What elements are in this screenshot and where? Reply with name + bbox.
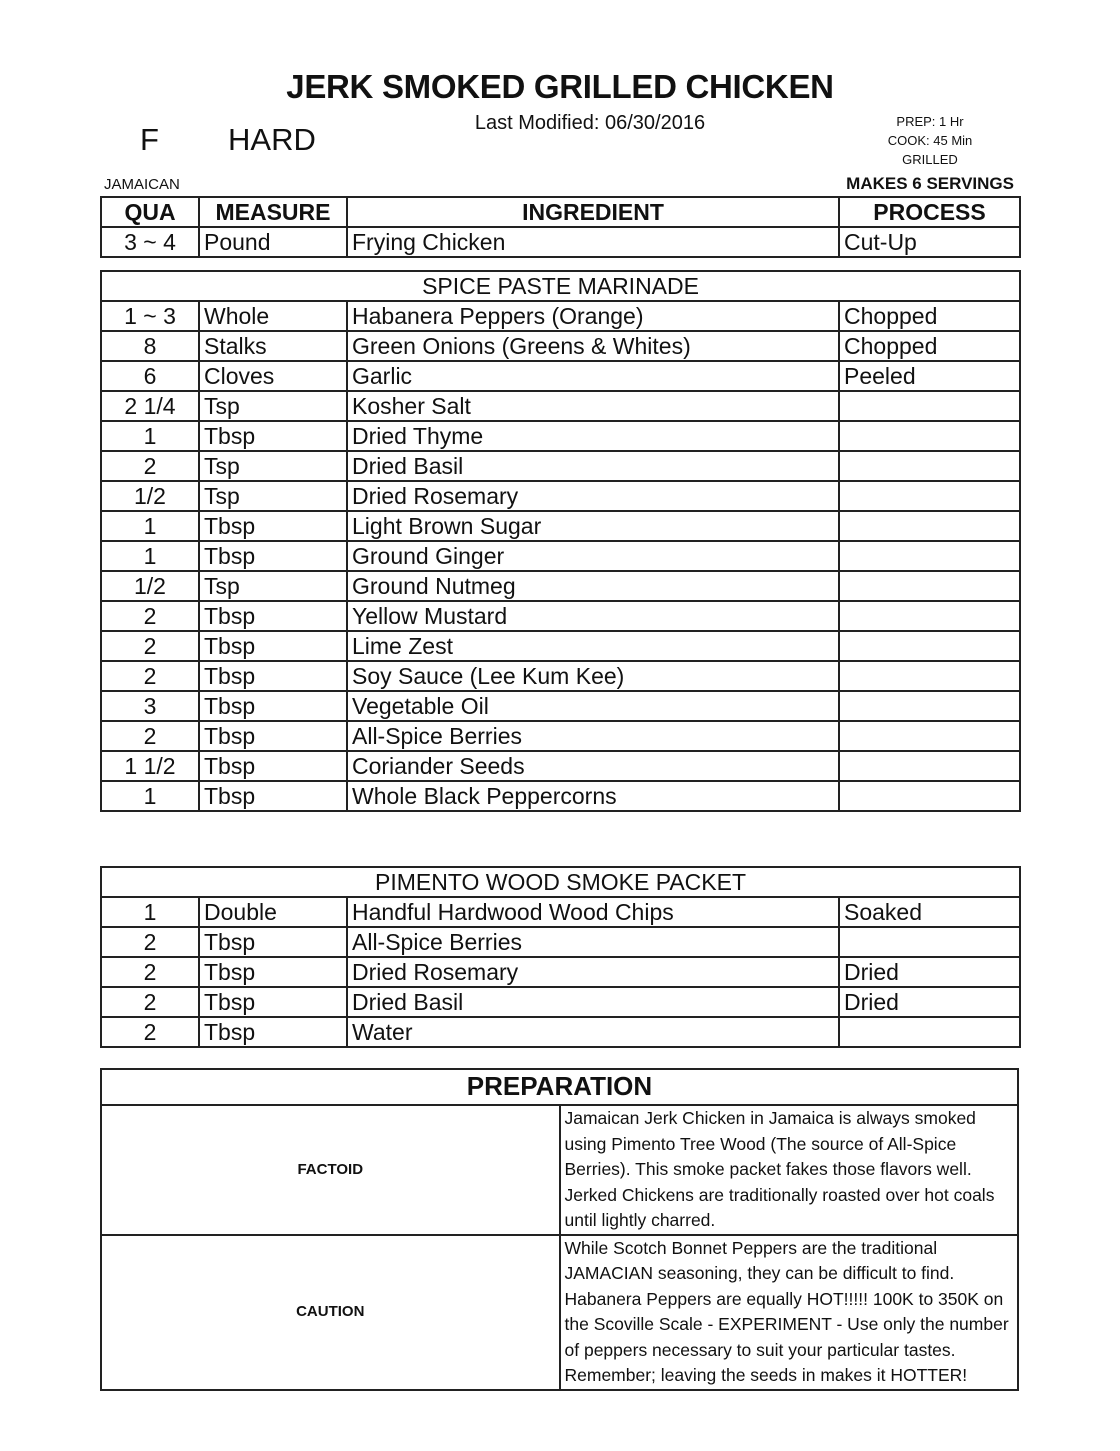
preparation-header-row (101, 1069, 1018, 1105)
process-cell: Cut-Up (839, 227, 1020, 257)
process-cell (839, 781, 1020, 811)
column-header-row (101, 197, 1020, 227)
table-row (101, 571, 1020, 601)
table-row (101, 511, 1020, 541)
measure-cell: Tbsp (199, 421, 347, 451)
qty-cell: 2 (101, 987, 199, 1017)
prep-time: PREP: 1 Hr (896, 114, 964, 129)
process-cell (839, 391, 1020, 421)
ingredient-cell: Frying Chicken (347, 227, 839, 257)
measure-cell: Tsp (199, 571, 347, 601)
ingredient-cell: All-Spice Berries (347, 927, 839, 957)
measure-cell: Tbsp (199, 751, 347, 781)
qty-cell: 1 1/2 (101, 751, 199, 781)
section-title: PIMENTO WOOD SMOKE PACKET (101, 867, 1020, 897)
qty-cell: 1 (101, 421, 199, 451)
qty-cell: 1 (101, 897, 199, 927)
qty-cell: 6 (101, 361, 199, 391)
table-row (101, 421, 1020, 451)
qty-cell: 2 (101, 601, 199, 631)
measure-cell: Tsp (199, 391, 347, 421)
note-text-caution: While Scotch Bonnet Peppers are the traditional JAMACIAN seasoning, they can be difficult to find. Habanera Peppers are equally HOT!!!!! 100K to 350K on the Scoville Scale - EXPERIMENT - Use only the number of peppers necessary to suit your particular tastes. Remember; leaving the seeds in makes it HOTTER! (560, 1235, 1019, 1390)
measure-cell: Tbsp (199, 511, 347, 541)
table-row (101, 927, 1020, 957)
ingredient-cell: Dried Rosemary (347, 481, 839, 511)
ingredient-cell: Dried Basil (347, 451, 839, 481)
ingredient-cell: Vegetable Oil (347, 691, 839, 721)
note-label-caution: CAUTION (101, 1235, 560, 1390)
qty-cell: 2 1/4 (101, 391, 199, 421)
ingredient-cell: Yellow Mustard (347, 601, 839, 631)
ingredient-cell: Whole Black Peppercorns (347, 781, 839, 811)
process-cell (839, 927, 1020, 957)
ingredient-cell: Ground Ginger (347, 541, 839, 571)
process-cell (839, 661, 1020, 691)
measure-cell: Tbsp (199, 781, 347, 811)
column-header-ingredient: INGREDIENT (347, 197, 839, 227)
last-modified: Last Modified: 06/30/2016 (474, 112, 706, 134)
qty-cell: 1/2 (101, 571, 199, 601)
ingredient-cell: Dried Thyme (347, 421, 839, 451)
preparation-title: PREPARATION (101, 1069, 1018, 1105)
ingredient-cell: Handful Hardwood Wood Chips (347, 897, 839, 927)
ingredient-cell: Kosher Salt (347, 391, 839, 421)
table-row (101, 957, 1020, 987)
qty-cell: 2 (101, 721, 199, 751)
measure-cell: Tbsp (199, 927, 347, 957)
qty-cell: 1 ~ 3 (101, 301, 199, 331)
table-row (101, 631, 1020, 661)
measure-cell: Tsp (199, 451, 347, 481)
ingredient-cell: Water (347, 1017, 839, 1047)
recipe-title: JERK SMOKED GRILLED CHICKEN (286, 68, 834, 105)
qty-cell: 1 (101, 781, 199, 811)
preparation-table (100, 1068, 1019, 1391)
ingredient-cell: All-Spice Berries (347, 721, 839, 751)
note-row-caution (101, 1235, 1018, 1390)
measure-cell: Pound (199, 227, 347, 257)
process-cell: Dried (839, 987, 1020, 1017)
note-text-factoid: Jamaican Jerk Chicken in Jamaica is always smoked using Pimento Tree Wood (The source of All-Spice Berries). This smoke packet fakes those flavors well. Jerked Chickens are traditionally roasted over hot coals until lightly charred. (560, 1105, 1019, 1235)
table-row (101, 601, 1020, 631)
section-header-row (101, 271, 1020, 301)
table-row (101, 751, 1020, 781)
table-row (101, 301, 1020, 331)
cuisine-label: JAMAICAN (104, 176, 180, 193)
timing-info (860, 112, 1000, 169)
section-title: SPICE PASTE MARINADE (101, 271, 1020, 301)
ingredient-cell: Ground Nutmeg (347, 571, 839, 601)
measure-cell: Tbsp (199, 541, 347, 571)
note-row-factoid (101, 1105, 1018, 1235)
measure-cell: Tbsp (199, 957, 347, 987)
cook-time: COOK: 45 Min (887, 133, 973, 148)
table-row (101, 227, 1020, 257)
process-cell: Soaked (839, 897, 1020, 927)
qty-cell: 1 (101, 511, 199, 541)
process-cell (839, 751, 1020, 781)
ingredient-cell: Dried Basil (347, 987, 839, 1017)
qty-cell: 2 (101, 451, 199, 481)
process-cell (839, 481, 1020, 511)
process-cell (839, 511, 1020, 541)
process-cell (839, 421, 1020, 451)
table-row (101, 541, 1020, 571)
note-label-factoid: FACTOID (101, 1105, 560, 1235)
measure-cell: Double (199, 897, 347, 927)
process-cell (839, 631, 1020, 661)
measure-cell: Stalks (199, 331, 347, 361)
measure-cell: Tbsp (199, 1017, 347, 1047)
table-row (101, 661, 1020, 691)
measure-cell: Tsp (199, 481, 347, 511)
measure-cell: Whole (199, 301, 347, 331)
process-cell (839, 721, 1020, 751)
ingredient-cell: Green Onions (Greens & Whites) (347, 331, 839, 361)
qty-cell: 3 ~ 4 (101, 227, 199, 257)
column-header-process: PROCESS (839, 197, 1020, 227)
process-cell (839, 1017, 1020, 1047)
process-cell (839, 601, 1020, 631)
process-cell (839, 571, 1020, 601)
section-header-row (101, 867, 1020, 897)
qty-cell: 2 (101, 927, 199, 957)
recipe-flag: F (140, 122, 159, 157)
column-header-qua: QUA (101, 197, 199, 227)
main-ingredient-table (100, 196, 1021, 258)
measure-cell: Tbsp (199, 631, 347, 661)
qty-cell: 1 (101, 541, 199, 571)
qty-cell: 3 (101, 691, 199, 721)
table-row (101, 897, 1020, 927)
process-cell: Peeled (839, 361, 1020, 391)
table-row (101, 987, 1020, 1017)
measure-cell: Cloves (199, 361, 347, 391)
qty-cell: 2 (101, 1017, 199, 1047)
smoke-packet-table (100, 866, 1021, 1048)
ingredient-cell: Light Brown Sugar (347, 511, 839, 541)
process-cell (839, 691, 1020, 721)
measure-cell: Tbsp (199, 691, 347, 721)
table-row (101, 451, 1020, 481)
column-header-measure: MEASURE (199, 197, 347, 227)
process-cell (839, 541, 1020, 571)
measure-cell: Tbsp (199, 661, 347, 691)
difficulty-label: HARD (228, 122, 316, 157)
qty-cell: 2 (101, 661, 199, 691)
table-row (101, 781, 1020, 811)
qty-cell: 1/2 (101, 481, 199, 511)
process-cell: Dried (839, 957, 1020, 987)
table-row (101, 481, 1020, 511)
table-row (101, 391, 1020, 421)
ingredient-cell: Coriander Seeds (347, 751, 839, 781)
qty-cell: 2 (101, 957, 199, 987)
process-cell: Chopped (839, 331, 1020, 361)
spice-paste-marinade-table (100, 270, 1021, 812)
ingredient-cell: Dried Rosemary (347, 957, 839, 987)
table-row (101, 331, 1020, 361)
measure-cell: Tbsp (199, 987, 347, 1017)
table-row (101, 1017, 1020, 1047)
cook-method: GRILLED (902, 152, 958, 167)
ingredient-cell: Garlic (347, 361, 839, 391)
table-row (101, 691, 1020, 721)
ingredient-cell: Soy Sauce (Lee Kum Kee) (347, 661, 839, 691)
qty-cell: 2 (101, 631, 199, 661)
ingredient-cell: Lime Zest (347, 631, 839, 661)
servings-label: MAKES 6 SERVINGS (846, 174, 1014, 193)
table-row (101, 721, 1020, 751)
table-row (101, 361, 1020, 391)
ingredient-cell: Habanera Peppers (Orange) (347, 301, 839, 331)
process-cell (839, 451, 1020, 481)
measure-cell: Tbsp (199, 601, 347, 631)
process-cell: Chopped (839, 301, 1020, 331)
measure-cell: Tbsp (199, 721, 347, 751)
qty-cell: 8 (101, 331, 199, 361)
